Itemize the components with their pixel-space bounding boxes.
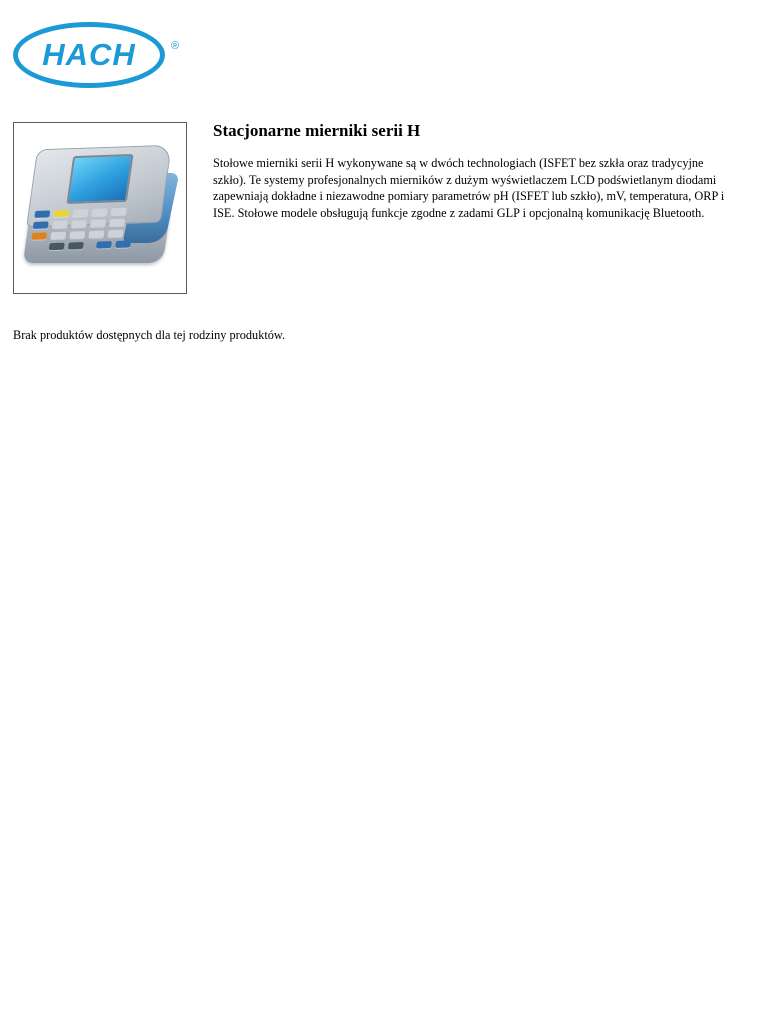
keypad-key bbox=[72, 209, 88, 217]
keypad-key bbox=[31, 232, 47, 240]
product-description: Stołowe mierniki serii H wykonywane są w dwóch technologiach (ISFET bez szkła oraz tradycyjne szkło). Te systemy profesjonalnych mierników z dużym wyświetlaczem LCD podświetlanym diodami zapewniają dokładne i niezawodne pomiary parametrów pH (ISFET lub szkło), mV, temperatura, ORP i ISE. Stołowe modele obsługują funkcje zgodne z zadami GLP i opcjonalną komunikację Bluetooth. bbox=[213, 156, 725, 220]
product-image bbox=[13, 122, 187, 294]
keypad-key bbox=[90, 219, 106, 227]
keypad-key bbox=[111, 208, 127, 216]
keypad-key bbox=[71, 220, 87, 228]
page-title: Stacjonarne mierniki serii H bbox=[213, 121, 421, 140]
keypad-key bbox=[34, 210, 50, 218]
keypad-key bbox=[92, 208, 108, 216]
logo-wordmark: HACH bbox=[42, 37, 136, 72]
keypad-key bbox=[68, 242, 84, 250]
meter-lcd-screen bbox=[66, 154, 133, 204]
registered-trademark-icon: ® bbox=[171, 40, 180, 52]
keypad-key bbox=[50, 232, 66, 240]
keypad-key bbox=[115, 240, 131, 248]
hach-logo bbox=[13, 22, 183, 94]
keypad-key bbox=[69, 231, 85, 239]
keypad-key bbox=[108, 230, 124, 238]
keypad-key bbox=[53, 210, 69, 218]
keypad-key bbox=[96, 241, 112, 249]
no-products-message: Brak produktów dostępnych dla tej rodziny produktów. bbox=[13, 328, 286, 342]
meter-illustration bbox=[22, 133, 180, 285]
keypad-key bbox=[52, 221, 68, 229]
product-family-content bbox=[213, 120, 733, 221]
keypad-key bbox=[109, 219, 125, 227]
meter-keypad bbox=[28, 207, 144, 261]
keypad-key bbox=[88, 230, 104, 238]
keypad-key bbox=[49, 243, 65, 251]
keypad-key bbox=[33, 221, 49, 229]
